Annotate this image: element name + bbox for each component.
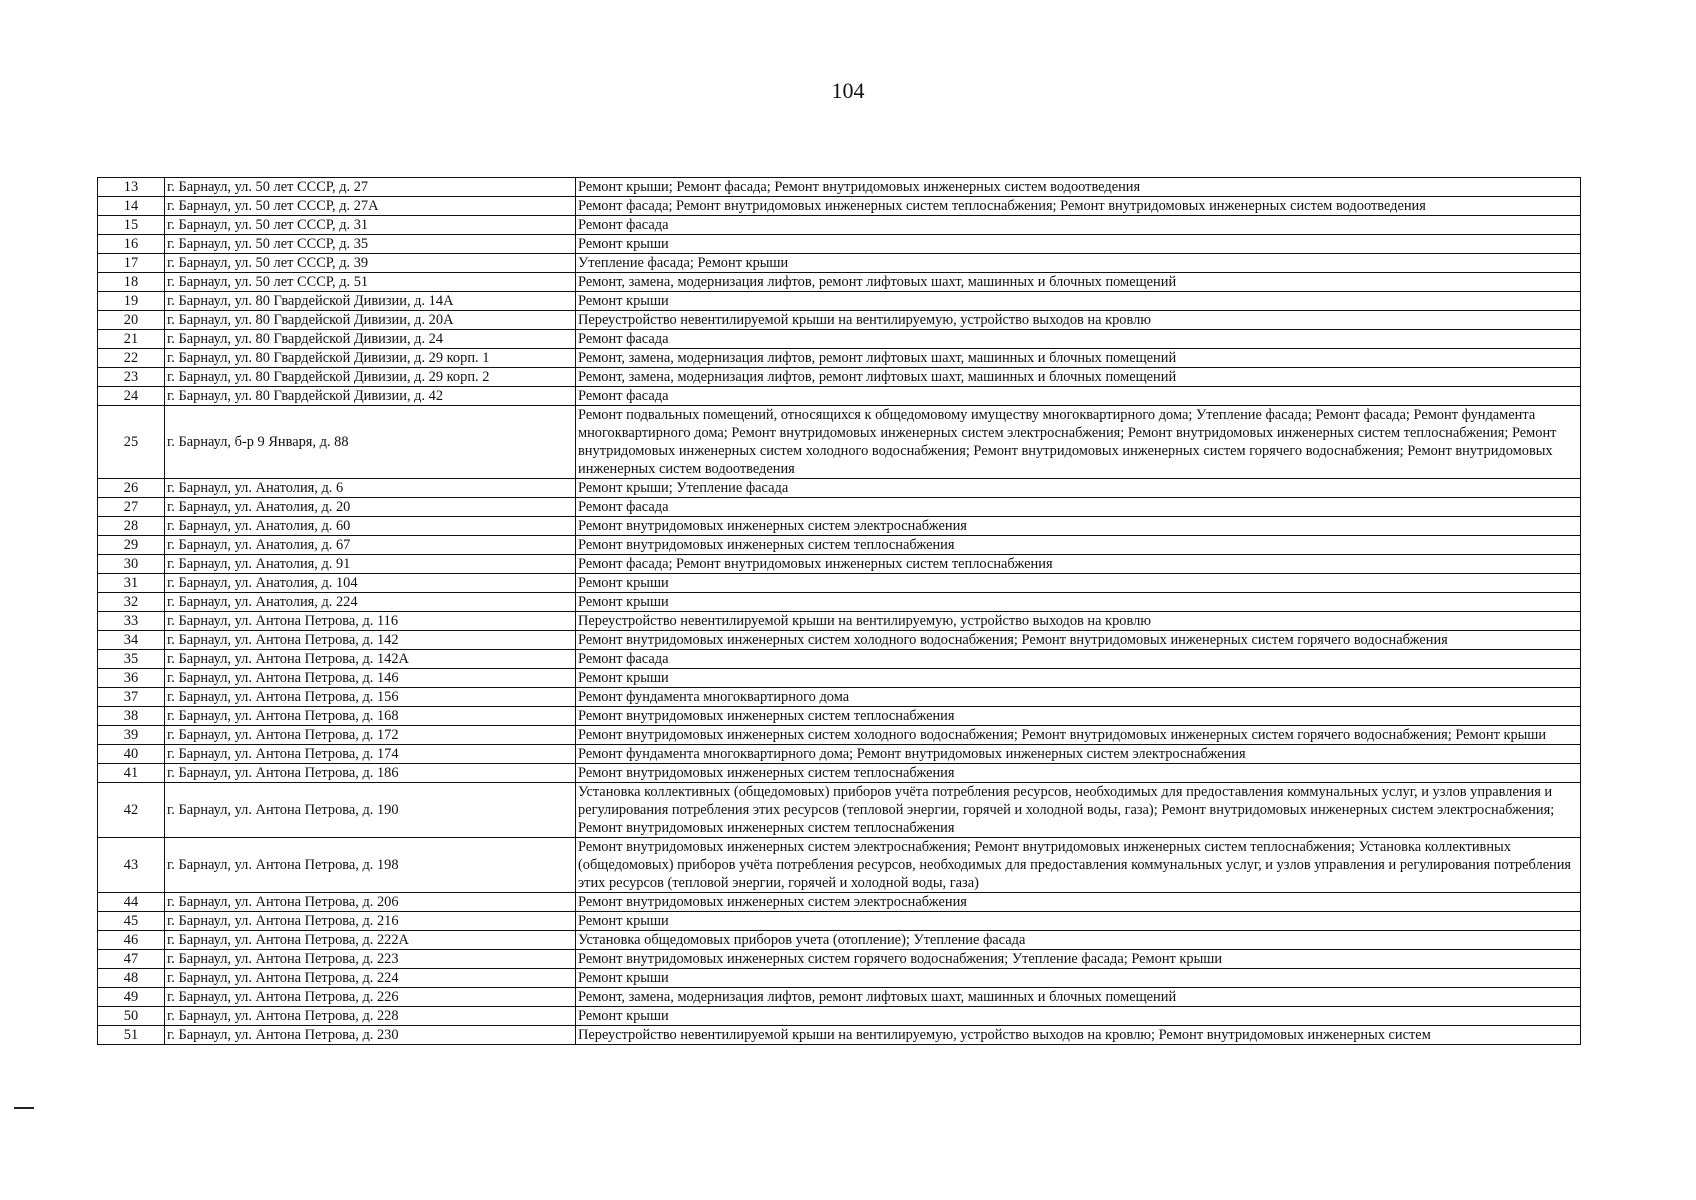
address-cell: г. Барнаул, ул. 50 лет СССР, д. 35 <box>165 235 576 254</box>
table-row <box>98 178 1581 197</box>
table-row <box>98 764 1581 783</box>
row-number: 24 <box>98 387 165 406</box>
works-cell: Ремонт фундамента многоквартирного дома; Ремонт внутридомовых инженерных систем электроснабжения <box>576 745 1581 764</box>
table-row <box>98 838 1581 893</box>
address-cell: г. Барнаул, ул. 80 Гвардейской Дивизии, д. 20А <box>165 311 576 330</box>
address-cell: г. Барнаул, ул. Антона Петрова, д. 116 <box>165 612 576 631</box>
table-row <box>98 555 1581 574</box>
row-number: 15 <box>98 216 165 235</box>
address-cell: г. Барнаул, ул. Анатолия, д. 224 <box>165 593 576 612</box>
table-row <box>98 349 1581 368</box>
address-cell: г. Барнаул, ул. Антона Петрова, д. 174 <box>165 745 576 764</box>
row-number: 26 <box>98 479 165 498</box>
table-row <box>98 931 1581 950</box>
row-number: 18 <box>98 273 165 292</box>
address-cell: г. Барнаул, ул. 50 лет СССР, д. 51 <box>165 273 576 292</box>
address-cell: г. Барнаул, ул. 50 лет СССР, д. 27А <box>165 197 576 216</box>
table-row <box>98 387 1581 406</box>
address-cell: г. Барнаул, ул. Антона Петрова, д. 222А <box>165 931 576 950</box>
table-row <box>98 669 1581 688</box>
address-cell: г. Барнаул, ул. Антона Петрова, д. 198 <box>165 838 576 893</box>
address-cell: г. Барнаул, б-р 9 Января, д. 88 <box>165 406 576 479</box>
works-cell: Ремонт крыши <box>576 1007 1581 1026</box>
table-row <box>98 216 1581 235</box>
works-cell: Ремонт крыши <box>576 235 1581 254</box>
works-cell: Ремонт фасада <box>576 330 1581 349</box>
works-cell: Ремонт внутридомовых инженерных систем теплоснабжения <box>576 536 1581 555</box>
table-row <box>98 783 1581 838</box>
address-cell: г. Барнаул, ул. Анатолия, д. 104 <box>165 574 576 593</box>
works-cell: Ремонт внутридомовых инженерных систем электроснабжения <box>576 893 1581 912</box>
address-cell: г. Барнаул, ул. Анатолия, д. 20 <box>165 498 576 517</box>
address-cell: г. Барнаул, ул. 50 лет СССР, д. 27 <box>165 178 576 197</box>
works-cell: Ремонт крыши; Ремонт фасада; Ремонт внутридомовых инженерных систем водоотведения <box>576 178 1581 197</box>
address-cell: г. Барнаул, ул. Анатолия, д. 67 <box>165 536 576 555</box>
address-cell: г. Барнаул, ул. Антона Петрова, д. 142А <box>165 650 576 669</box>
address-cell: г. Барнаул, ул. 80 Гвардейской Дивизии, д. 42 <box>165 387 576 406</box>
row-number: 20 <box>98 311 165 330</box>
works-cell: Установка общедомовых приборов учета (отопление); Утепление фасада <box>576 931 1581 950</box>
works-cell: Ремонт, замена, модернизация лифтов, ремонт лифтовых шахт, машинных и блочных помещений <box>576 273 1581 292</box>
row-number: 32 <box>98 593 165 612</box>
works-cell: Ремонт внутридомовых инженерных систем теплоснабжения <box>576 764 1581 783</box>
table-row <box>98 969 1581 988</box>
works-cell: Переустройство невентилируемой крыши на вентилируемую, устройство выходов на кровлю <box>576 612 1581 631</box>
address-cell: г. Барнаул, ул. 80 Гвардейской Дивизии, д. 29 корп. 2 <box>165 368 576 387</box>
works-cell: Ремонт крыши <box>576 969 1581 988</box>
row-number: 46 <box>98 931 165 950</box>
address-cell: г. Барнаул, ул. Антона Петрова, д. 228 <box>165 1007 576 1026</box>
works-cell: Утепление фасада; Ремонт крыши <box>576 254 1581 273</box>
row-number: 23 <box>98 368 165 387</box>
works-cell: Ремонт фундамента многоквартирного дома <box>576 688 1581 707</box>
works-cell: Ремонт крыши <box>576 669 1581 688</box>
works-cell: Ремонт фасада; Ремонт внутридомовых инженерных систем теплоснабжения <box>576 555 1581 574</box>
works-cell: Ремонт внутридомовых инженерных систем электроснабжения; Ремонт внутридомовых инженерных систем теплоснабжения; Установка коллективных (общедомовых) приборов учёта потребления ресурсов, необходимых для предоставления коммунальных услуг, и узлов управления и регулирования потребления этих ресурсов (тепловой энергии, горячей и холодной воды, газа) <box>576 838 1581 893</box>
row-number: 33 <box>98 612 165 631</box>
table-row <box>98 235 1581 254</box>
row-number: 44 <box>98 893 165 912</box>
row-number: 22 <box>98 349 165 368</box>
row-number: 51 <box>98 1026 165 1045</box>
row-number: 37 <box>98 688 165 707</box>
row-number: 39 <box>98 726 165 745</box>
row-number: 31 <box>98 574 165 593</box>
table-row <box>98 631 1581 650</box>
table-row <box>98 1007 1581 1026</box>
table-row <box>98 707 1581 726</box>
works-cell: Ремонт фасада <box>576 387 1581 406</box>
works-cell: Ремонт, замена, модернизация лифтов, ремонт лифтовых шахт, машинных и блочных помещений <box>576 368 1581 387</box>
works-cell: Установка коллективных (общедомовых) приборов учёта потребления ресурсов, необходимых для предоставления коммунальных услуг, и узлов управления и регулирования потребления этих ресурсов (тепловой энергии, горячей и холодной воды, газа); Ремонт внутридомовых инженерных систем электроснабжения; Ремонт внутридомовых инженерных систем теплоснабжения <box>576 783 1581 838</box>
table-row <box>98 893 1581 912</box>
row-number: 50 <box>98 1007 165 1026</box>
row-number: 41 <box>98 764 165 783</box>
table-row <box>98 517 1581 536</box>
address-cell: г. Барнаул, ул. 80 Гвардейской Дивизии, д. 24 <box>165 330 576 349</box>
table-body <box>98 178 1581 1045</box>
works-cell: Ремонт подвальных помещений, относящихся к общедомовому имуществу многоквартирного дома; Утепление фасада; Ремонт фасада; Ремонт фундамента многоквартирного дома; Ремонт внутридомовых инженерных систем электроснабжения; Ремонт внутридомовых инженерных систем теплоснабжения; Ремонт внутридомовых инженерных систем холодного водоснабжения; Ремонт внутридомовых инженерных систем горячего водоснабжения; Ремонт внутридомовых инженерных систем водоотведения <box>576 406 1581 479</box>
row-number: 38 <box>98 707 165 726</box>
row-number: 13 <box>98 178 165 197</box>
address-cell: г. Барнаул, ул. Антона Петрова, д. 226 <box>165 988 576 1007</box>
works-cell: Ремонт фасада; Ремонт внутридомовых инженерных систем теплоснабжения; Ремонт внутридомовых инженерных систем водоотведения <box>576 197 1581 216</box>
works-cell: Ремонт крыши <box>576 912 1581 931</box>
address-cell: г. Барнаул, ул. 50 лет СССР, д. 31 <box>165 216 576 235</box>
address-cell: г. Барнаул, ул. Антона Петрова, д. 216 <box>165 912 576 931</box>
margin-mark <box>14 1107 34 1109</box>
works-cell: Ремонт внутридомовых инженерных систем холодного водоснабжения; Ремонт внутридомовых инженерных систем горячего водоснабжения; Ремонт крыши <box>576 726 1581 745</box>
table-row <box>98 498 1581 517</box>
table-row <box>98 612 1581 631</box>
table-row <box>98 950 1581 969</box>
address-cell: г. Барнаул, ул. Анатолия, д. 60 <box>165 517 576 536</box>
row-number: 35 <box>98 650 165 669</box>
row-number: 40 <box>98 745 165 764</box>
address-cell: г. Барнаул, ул. Анатолия, д. 91 <box>165 555 576 574</box>
table-row <box>98 273 1581 292</box>
works-cell: Ремонт фасада <box>576 498 1581 517</box>
row-number: 42 <box>98 783 165 838</box>
address-cell: г. Барнаул, ул. Антона Петрова, д. 230 <box>165 1026 576 1045</box>
address-cell: г. Барнаул, ул. 80 Гвардейской Дивизии, д. 29 корп. 1 <box>165 349 576 368</box>
works-cell: Ремонт крыши <box>576 292 1581 311</box>
row-number: 19 <box>98 292 165 311</box>
table-row <box>98 368 1581 387</box>
table-row <box>98 292 1581 311</box>
table-row <box>98 1026 1581 1045</box>
address-cell: г. Барнаул, ул. 50 лет СССР, д. 39 <box>165 254 576 273</box>
row-number: 49 <box>98 988 165 1007</box>
works-cell: Ремонт внутридомовых инженерных систем горячего водоснабжения; Утепление фасада; Ремонт крыши <box>576 950 1581 969</box>
table-row <box>98 688 1581 707</box>
works-cell: Ремонт внутридомовых инженерных систем холодного водоснабжения; Ремонт внутридомовых инженерных систем горячего водоснабжения <box>576 631 1581 650</box>
row-number: 48 <box>98 969 165 988</box>
table-row <box>98 197 1581 216</box>
address-cell: г. Барнаул, ул. Антона Петрова, д. 224 <box>165 969 576 988</box>
table-row <box>98 912 1581 931</box>
address-cell: г. Барнаул, ул. Антона Петрова, д. 172 <box>165 726 576 745</box>
page-number: 104 <box>831 78 865 103</box>
row-number: 47 <box>98 950 165 969</box>
address-cell: г. Барнаул, ул. Антона Петрова, д. 142 <box>165 631 576 650</box>
table-row <box>98 726 1581 745</box>
works-cell: Ремонт, замена, модернизация лифтов, ремонт лифтовых шахт, машинных и блочных помещений <box>576 988 1581 1007</box>
works-cell: Ремонт, замена, модернизация лифтов, ремонт лифтовых шахт, машинных и блочных помещений <box>576 349 1581 368</box>
table-row <box>98 745 1581 764</box>
row-number: 25 <box>98 406 165 479</box>
address-cell: г. Барнаул, ул. 80 Гвардейской Дивизии, д. 14А <box>165 292 576 311</box>
works-cell: Переустройство невентилируемой крыши на вентилируемую, устройство выходов на кровлю; Ремонт внутридомовых инженерных систем <box>576 1026 1581 1045</box>
address-cell: г. Барнаул, ул. Антона Петрова, д. 146 <box>165 669 576 688</box>
row-number: 28 <box>98 517 165 536</box>
table-row <box>98 479 1581 498</box>
table-row <box>98 988 1581 1007</box>
table-row <box>98 254 1581 273</box>
table-row <box>98 536 1581 555</box>
works-cell: Переустройство невентилируемой крыши на вентилируемую, устройство выходов на кровлю <box>576 311 1581 330</box>
row-number: 34 <box>98 631 165 650</box>
row-number: 16 <box>98 235 165 254</box>
address-cell: г. Барнаул, ул. Антона Петрова, д. 168 <box>165 707 576 726</box>
table-row <box>98 311 1581 330</box>
row-number: 14 <box>98 197 165 216</box>
works-cell: Ремонт фасада <box>576 650 1581 669</box>
row-number: 17 <box>98 254 165 273</box>
works-cell: Ремонт фасада <box>576 216 1581 235</box>
address-cell: г. Барнаул, ул. Антона Петрова, д. 223 <box>165 950 576 969</box>
works-cell: Ремонт крыши <box>576 574 1581 593</box>
address-cell: г. Барнаул, ул. Антона Петрова, д. 206 <box>165 893 576 912</box>
address-cell: г. Барнаул, ул. Антона Петрова, д. 156 <box>165 688 576 707</box>
row-number: 27 <box>98 498 165 517</box>
works-cell: Ремонт крыши; Утепление фасада <box>576 479 1581 498</box>
repair-works-table <box>97 177 1581 1045</box>
table-row <box>98 574 1581 593</box>
address-cell: г. Барнаул, ул. Антона Петрова, д. 186 <box>165 764 576 783</box>
row-number: 30 <box>98 555 165 574</box>
works-cell: Ремонт внутридомовых инженерных систем теплоснабжения <box>576 707 1581 726</box>
works-cell: Ремонт крыши <box>576 593 1581 612</box>
row-number: 29 <box>98 536 165 555</box>
row-number: 36 <box>98 669 165 688</box>
address-cell: г. Барнаул, ул. Антона Петрова, д. 190 <box>165 783 576 838</box>
row-number: 21 <box>98 330 165 349</box>
table-row <box>98 406 1581 479</box>
table-row <box>98 593 1581 612</box>
table-row <box>98 650 1581 669</box>
row-number: 45 <box>98 912 165 931</box>
works-cell: Ремонт внутридомовых инженерных систем электроснабжения <box>576 517 1581 536</box>
row-number: 43 <box>98 838 165 893</box>
table-row <box>98 330 1581 349</box>
address-cell: г. Барнаул, ул. Анатолия, д. 6 <box>165 479 576 498</box>
